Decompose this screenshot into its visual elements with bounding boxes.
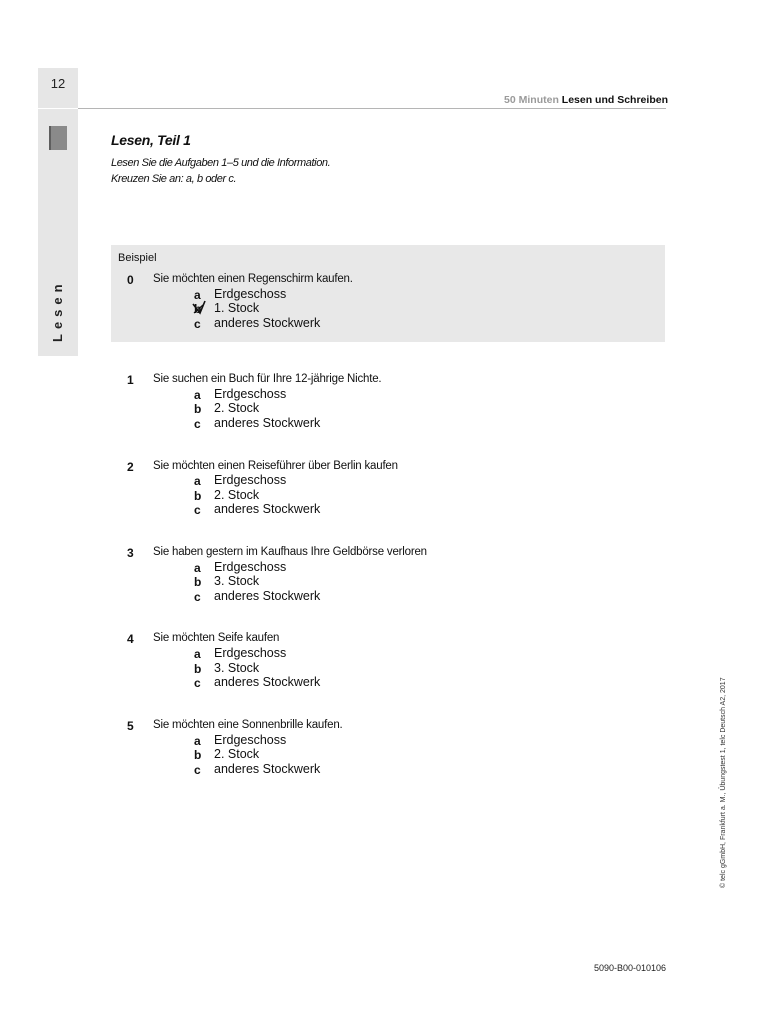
question-number: 3: [127, 546, 134, 560]
document-code: 5090-B00-010106: [593, 963, 666, 973]
option-text: Erdgeschoss: [214, 473, 287, 487]
header-title: [504, 94, 668, 106]
instruction-line: Lesen Sie die Aufgaben 1–5 und die Information.: [111, 157, 331, 169]
example-label: Beispiel: [118, 252, 157, 264]
header-rule: [78, 108, 666, 109]
option-text: anderes Stockwerk: [214, 589, 321, 603]
example-option-text-b: 1. Stock: [214, 301, 260, 315]
question-number: 4: [127, 632, 134, 646]
question-text: Sie suchen ein Buch für Ihre 12-jährige Nichte.: [153, 373, 382, 385]
option-text: anderes Stockwerk: [214, 762, 321, 776]
example-option-text-c: anderes Stockwerk: [214, 316, 321, 330]
option-letter-a[interactable]: a: [194, 388, 201, 402]
question-text: Sie möchten Seife kaufen: [153, 632, 280, 644]
option-letter-c[interactable]: c: [194, 417, 201, 431]
option-text: 2. Stock: [214, 488, 260, 502]
question-text: Sie möchten eine Sonnenbrille kaufen.: [153, 719, 343, 731]
option-text: 2. Stock: [214, 747, 260, 761]
option-text: 2. Stock: [214, 401, 260, 415]
header-minutes: 50 Minuten: [504, 94, 559, 106]
example-option-letter-c[interactable]: c: [194, 317, 201, 331]
question-number: 2: [127, 460, 134, 474]
example-option-letter-a[interactable]: a: [194, 288, 201, 302]
section-label: Lesen: [50, 279, 65, 342]
check-cross-icon: [191, 300, 207, 316]
question-text: Sie möchten einen Reiseführer über Berlin kaufen: [153, 460, 398, 472]
option-letter-b[interactable]: b: [194, 748, 202, 762]
copyright-notice: © telc gGmbH, Frankfurt a. M., Übungstest 1, telc Deutsch A2, 2017: [720, 677, 727, 888]
option-text: Erdgeschoss: [214, 646, 287, 660]
example-option-letter-b[interactable]: b: [194, 302, 202, 316]
question-number: 5: [127, 719, 134, 733]
example-number: 0: [127, 273, 134, 287]
option-text: 3. Stock: [214, 574, 260, 588]
option-letter-c[interactable]: c: [194, 676, 201, 690]
option-letter-c[interactable]: c: [194, 763, 201, 777]
option-letter-a[interactable]: a: [194, 474, 201, 488]
option-text: anderes Stockwerk: [214, 675, 321, 689]
question-number: 1: [127, 373, 134, 387]
section-title: Lesen, Teil 1: [111, 132, 191, 148]
tab-divider: [38, 108, 78, 109]
option-letter-b[interactable]: b: [194, 489, 202, 503]
option-letter-b[interactable]: b: [194, 662, 202, 676]
option-letter-a[interactable]: a: [194, 647, 201, 661]
option-text: anderes Stockwerk: [214, 416, 321, 430]
example-option-text-a: Erdgeschoss: [214, 287, 287, 301]
option-text: 3. Stock: [214, 661, 260, 675]
instruction-line: Kreuzen Sie an: a, b oder c.: [111, 173, 237, 185]
option-letter-c[interactable]: c: [194, 503, 201, 517]
option-letter-a[interactable]: a: [194, 734, 201, 748]
option-letter-b[interactable]: b: [194, 402, 202, 416]
option-letter-c[interactable]: c: [194, 590, 201, 604]
header-subject: Lesen und Schreiben: [561, 94, 668, 106]
option-letter-a[interactable]: a: [194, 561, 201, 575]
example-question: Sie möchten einen Regenschirm kaufen.: [153, 273, 353, 285]
option-text: Erdgeschoss: [214, 560, 287, 574]
option-text: Erdgeschoss: [214, 387, 287, 401]
option-text: Erdgeschoss: [214, 733, 287, 747]
option-letter-b[interactable]: b: [194, 575, 202, 589]
question-text: Sie haben gestern im Kaufhaus Ihre Geldbörse verloren: [153, 546, 427, 558]
book-icon: [49, 126, 67, 150]
option-text: anderes Stockwerk: [214, 502, 321, 516]
page-number: 12: [50, 76, 66, 91]
